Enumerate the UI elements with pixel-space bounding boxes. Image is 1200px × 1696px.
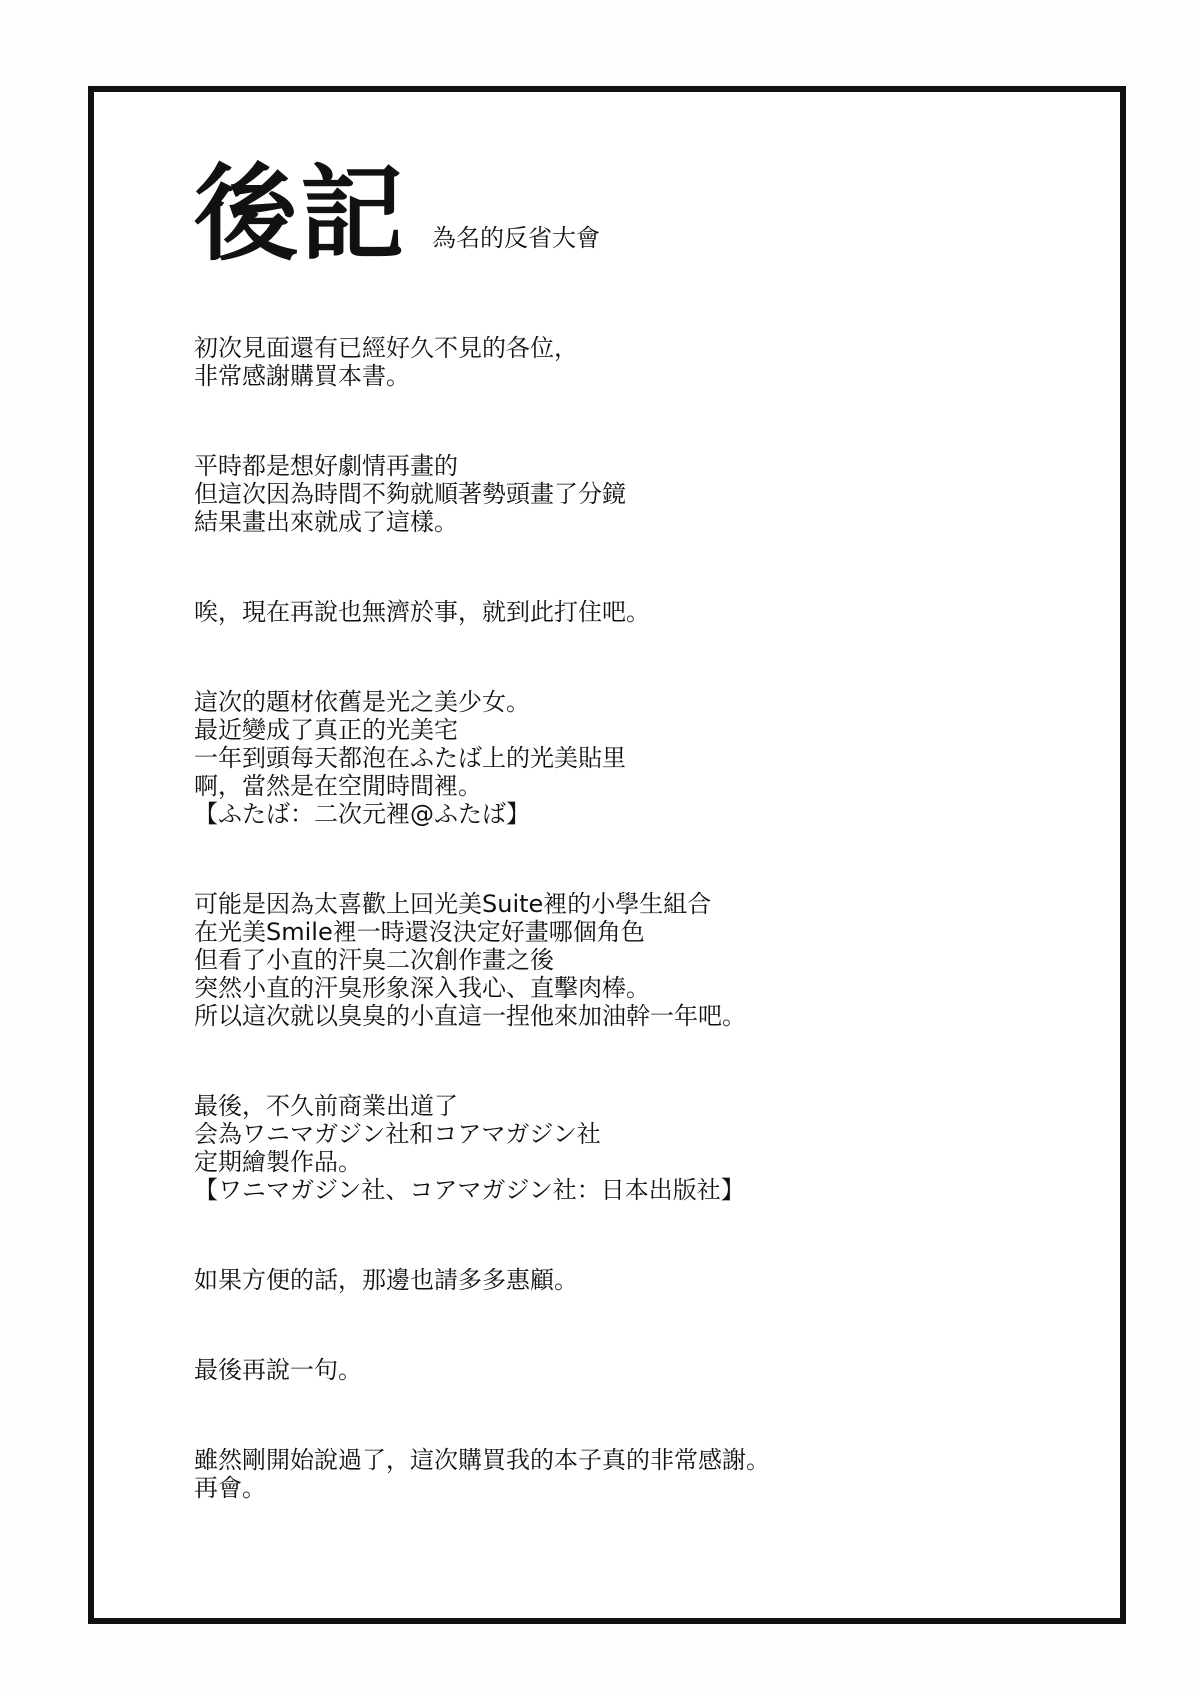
text-line: 会為ワニマガジン社和コアマガジン社 xyxy=(194,1120,601,1148)
text-line: 所以這次就以臭臭的小直這一捏他來加油幹一年吧。 xyxy=(194,1002,746,1030)
text-line: 但看了小直的汗臭二次創作畫之後 xyxy=(194,946,554,974)
text-line: 結果畫出來就成了這樣。 xyxy=(194,508,458,536)
paragraph-process xyxy=(194,452,1094,536)
text-line: 定期繪製作品。 xyxy=(194,1148,362,1176)
text-line: 唉，現在再說也無濟於事，就到此打住吧。 xyxy=(194,598,650,626)
paragraph-greeting xyxy=(194,334,1094,390)
text-line: 最後再說一句。 xyxy=(194,1356,362,1384)
text-line: 【ワニマガジン社、コアマガジン社：日本出版社】 xyxy=(194,1176,745,1204)
paragraph-theme xyxy=(194,688,1094,828)
page-subtitle: 為名的反省大會 xyxy=(432,224,601,252)
page-border xyxy=(88,86,1126,1624)
paragraph-sigh xyxy=(194,598,1094,626)
text-line: 最後，不久前商業出道了 xyxy=(194,1092,458,1120)
text-line: 雖然剛開始說過了，這次購買我的本子真的非常感謝。 xyxy=(194,1446,770,1474)
paragraph-closing xyxy=(194,1446,1094,1502)
text-line: 最近變成了真正的光美宅 xyxy=(194,716,458,744)
afterword-body xyxy=(194,334,1094,1564)
text-line: 再會。 xyxy=(194,1474,266,1502)
text-line: 一年到頭每天都泡在ふたば上的光美貼里 xyxy=(194,744,626,772)
heading xyxy=(194,153,601,275)
text-line: 平時都是想好劇情再畫的 xyxy=(194,452,458,480)
text-line: 在光美Smile裡一時還沒決定好畫哪個角色 xyxy=(194,918,645,946)
text-line: 初次見面還有已經好久不見的各位， xyxy=(194,334,578,362)
text-line: 非常感謝購買本書。 xyxy=(194,362,410,390)
text-line: 啊，當然是在空閒時間裡。 xyxy=(194,772,482,800)
text-line: 【ふたば：二次元裡@ふたば】 xyxy=(194,800,530,828)
paragraph-character xyxy=(194,890,1094,1030)
text-line: 但這次因為時間不夠就順著勢頭畫了分鏡 xyxy=(194,480,626,508)
paragraph-debut xyxy=(194,1092,1094,1204)
page-title: 後記 xyxy=(194,153,407,275)
text-line: 可能是因為太喜歡上回光美Suite裡的小學生組合 xyxy=(194,890,712,918)
text-line: 如果方便的話，那邊也請多多惠顧。 xyxy=(194,1266,578,1294)
paragraph-request xyxy=(194,1266,1094,1294)
text-line: 這次的題材依舊是光之美少女。 xyxy=(194,688,530,716)
paragraph-last-word xyxy=(194,1356,1094,1384)
text-line: 突然小直的汗臭形象深入我心、直擊肉棒。 xyxy=(194,974,650,1002)
